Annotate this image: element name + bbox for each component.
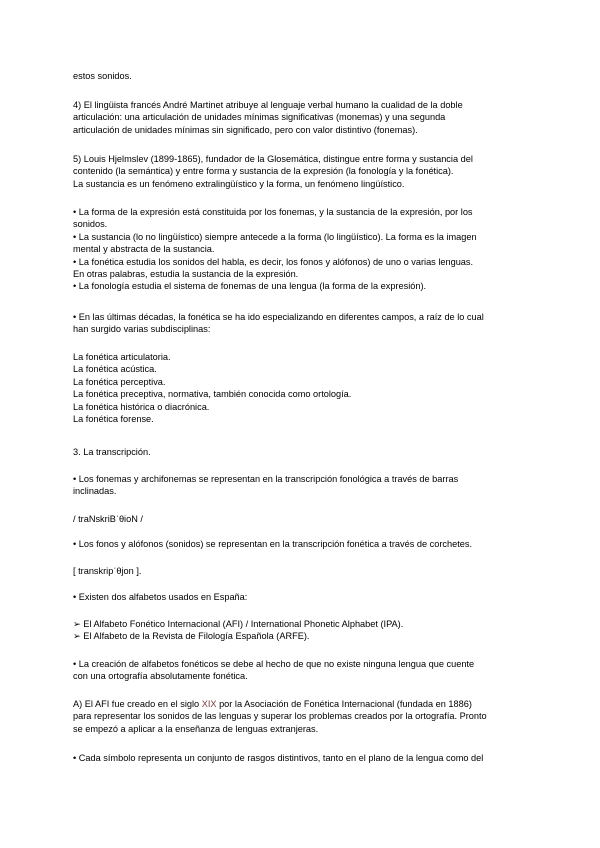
paragraph-alfabetos: • Existen dos alfabetos usados en España:	[73, 592, 248, 602]
bullet-item: • La fonología estudia el sistema de fonemas de una lengua (la forma de la expresión).	[73, 281, 427, 292]
paragraph-fonemas: • Los fonemas y archifonemas se representan en la transcripción fonológica a través de barras inclinadas.	[73, 474, 459, 497]
bullet-item: • La forma de la expresión está constituida por los fonemas, y la sustancia de la expresión, por los	[73, 207, 473, 217]
paragraph-intro-tail: estos sonidos.	[73, 71, 132, 81]
example-phonetic-transcription: [ transkripˈθjon ].	[73, 566, 142, 576]
list-item: La fonética articulatoria.	[73, 352, 171, 362]
list-item: La fonética acústica.	[73, 364, 157, 375]
paragraph-decadas: • En las últimas décadas, la fonética se ha ido especializando en diferentes campos, a raíz de lo cual han surgido varias subdisciplinas:	[73, 312, 484, 335]
bullet-item-cont: mental y abstracta de la sustancia.	[73, 244, 215, 255]
subdisciplinas-list	[73, 351, 533, 425]
paragraph-fonos: • Los fonos y alófonos (sonidos) se representan en la transcripción fonética a través de corchetes.	[73, 539, 473, 549]
paragraph-martinet: 4) El lingüista francés André Martinet atribuye al lenguaje verbal humano la cualidad de la doble articulación: una articulación de unidades mínimas significativas (monemas) y una segunda articulación de unidades mínimas sin significado, pero con valor distintivo (fonemas).	[73, 100, 463, 135]
bullet-item: • La fonética estudia los sonidos del habla, es decir, los fonos y alófonos) de uno o varias lenguas.	[73, 256, 474, 267]
roman-numeral: XIX	[201, 699, 217, 709]
section-heading-transcripcion: 3. La transcripción.	[73, 447, 151, 457]
list-item: ➢ El Alfabeto de la Revista de Filología Española (ARFE).	[73, 631, 310, 642]
paragraph-creacion: • La creación de alfabetos fonéticos se debe al hecho de que no existe ninguna lengua que cuente con una ortografía absolutamente fonética.	[73, 659, 475, 682]
list-item: ➢ El Alfabeto Fonético Internacional (AFI) / International Phonetic Alphabet (IPA).	[73, 619, 404, 629]
list-item: La fonética histórica o diacrónica.	[73, 401, 210, 412]
alfabetos-list	[73, 618, 533, 643]
example-phonological-transcription: / traNskriBˈθioN /	[73, 514, 143, 524]
list-item: La fonética forense.	[73, 414, 154, 425]
bullet-item: • La sustancia (lo no lingüístico) siempre antecede a la forma (lo lingüístico). La forma es la imagen	[73, 231, 477, 242]
list-item: La fonética perceptiva.	[73, 376, 166, 387]
bullet-item-cont: sonidos.	[73, 219, 108, 230]
paragraph-afi: A) El AFI fue creado en el siglo XIX por la Asociación de Fonética Internacional (fundada en 1886) para representar los sonidos de las lenguas y superar los problemas creados por la ortografía. Pronto se empezó a aplicar a la enseñanza de lenguas extranjeras.	[73, 699, 487, 734]
list-item: La fonética preceptiva, normativa, también conocida como ortología.	[73, 389, 352, 400]
paragraph-simbolo: • Cada símbolo representa un conjunto de rasgos distintivos, tanto en el plano de la lengua como del	[73, 753, 484, 763]
bullet-item-cont: En otras palabras, estudia la sustancia de la expresión.	[73, 269, 299, 280]
bullet-list-forma-sustancia	[73, 206, 533, 293]
paragraph-hjelmslev: 5) Louis Hjelmslev (1899-1865), fundador de la Glosemática, distingue entre forma y sustancia del contenido (la semántica) y entre forma y sustancia de la expresión (la fonología y la fonética). La sustancia es un fenómeno extralingüístico y la forma, un fenómeno lingüístico.	[73, 154, 473, 189]
